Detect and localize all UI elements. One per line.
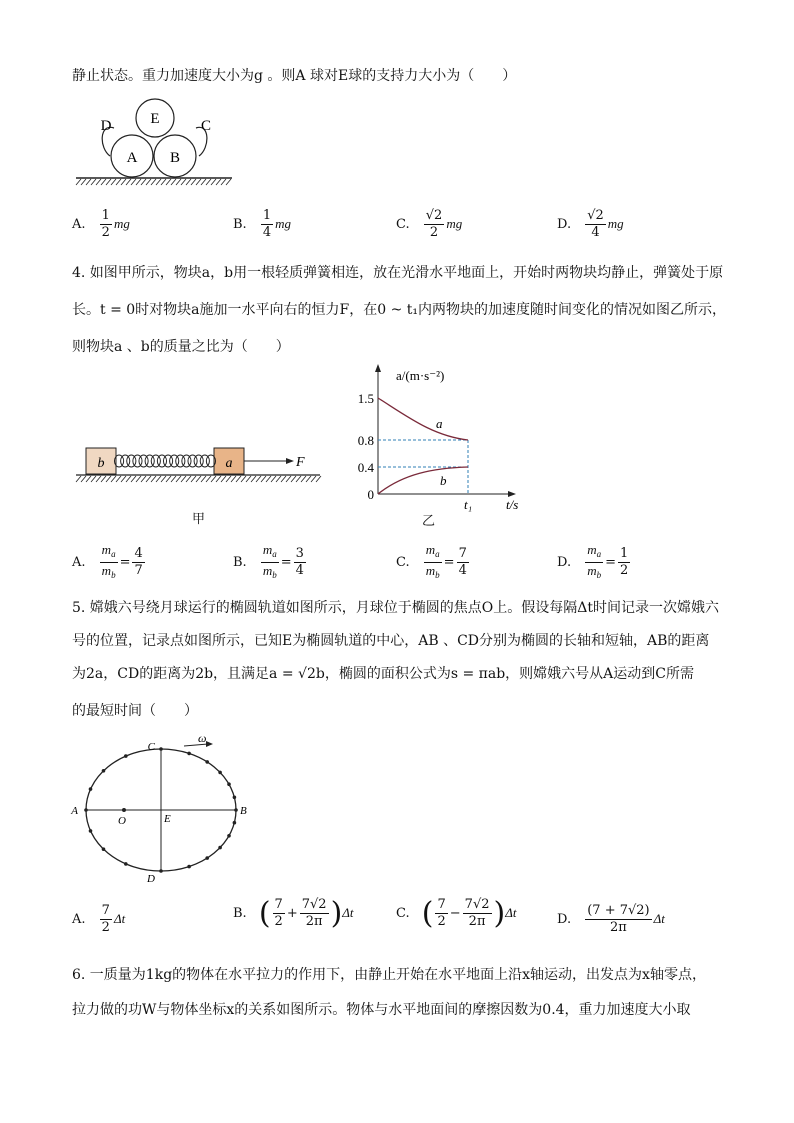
q4-figure-jia — [74, 440, 324, 490]
tick-1-5: 1.5 — [357, 391, 374, 406]
label-b: B — [169, 150, 181, 166]
q3-balls-figure — [74, 98, 236, 188]
q5-line-1: 5. 嫦娥六号绕月球运行的椭圆轨道如图所示，月球位于椭圆的焦点O上。假设每隔Δt时间记录一次嫦娥六 — [72, 600, 720, 616]
label-d: D — [100, 118, 112, 134]
record-point — [84, 808, 88, 812]
q4-option-d[interactable]: D. $\frac{m_a}{m_b}$ = $\frac{1}{2}$ — [557, 542, 629, 580]
tick-t1: t₁ — [464, 497, 473, 512]
ground-hatch — [76, 179, 231, 185]
focus-o — [122, 808, 126, 812]
record-point — [218, 771, 222, 775]
curve-b-label: b — [440, 473, 447, 488]
label-d: D — [147, 873, 155, 885]
q4-line-2: 长。t = 0时对物块a施加一水平向右的恒力F，在0 ~ t₁内两物块的加速度随时间变化的情况如图乙所示， — [72, 302, 726, 318]
label-omega: ω — [198, 736, 207, 745]
q4-line-1: 4. 如图甲所示，物块a，b用一根轻质弹簧相连，放在光滑水平地面上，开始时两物块均静止，弹簧处于原 — [72, 265, 724, 281]
record-point — [205, 760, 209, 764]
label-e: E — [164, 813, 171, 825]
q5-option-a[interactable]: A. $\frac{7}{2}$ Δt — [72, 903, 126, 935]
q3-text: 静止状态。重力加速度大小为g 。则A 球对E球的支持力大小为（ ） — [72, 68, 517, 84]
q3-option-b[interactable]: B. $\frac{1}{4}$ mg — [233, 208, 291, 240]
record-point — [102, 769, 106, 773]
label-block-a: a — [225, 456, 233, 471]
record-point — [234, 808, 238, 812]
tick-0-8: 0.8 — [357, 433, 374, 448]
label-a: A — [71, 805, 78, 817]
curve-b — [378, 467, 468, 494]
q3-option-d[interactable]: D. $\frac{√2}{4}$ mg — [557, 208, 624, 240]
x-axis-label: t/s — [506, 497, 519, 512]
q5-option-c[interactable]: C. ( $\frac{7}{2}$ − $\frac{7√2}{2\pi}$ )Δt — [396, 896, 517, 931]
floor-hatch — [76, 476, 321, 482]
label-force: F — [296, 455, 305, 470]
q5-option-b[interactable]: B. ( $\frac{7}{2}$ + $\frac{7√2}{2\pi}$ )Δt — [233, 896, 354, 931]
caption-yi: 乙 — [422, 514, 436, 529]
record-point — [89, 829, 93, 833]
record-point — [102, 847, 106, 851]
record-point — [159, 869, 163, 873]
record-point — [187, 752, 191, 756]
q4-option-c[interactable]: C. $\frac{m_a}{m_b}$ = $\frac{7}{4}$ — [396, 542, 467, 580]
record-point — [233, 796, 237, 800]
q6-line-1: 6. 一质量为1kg的物体在水平拉力的作用下，由静止开始在水平地面上沿x轴运动，出发点为x轴零点， — [72, 967, 706, 983]
record-point — [124, 754, 128, 758]
record-point — [218, 846, 222, 850]
curve-a — [378, 398, 468, 440]
q3-option-c[interactable]: C. $\frac{√2}{2}$ mg — [396, 208, 463, 240]
record-point — [187, 865, 191, 869]
q6-line-2: 拉力做的功W与物体坐标x的关系如图所示。物体与水平地面间的摩擦因数为0.4，重力加速度大小取 — [72, 1002, 691, 1018]
q5-line-2: 号的位置，记录点如图所示，已知E为椭圆轨道的中心，AB 、CD分别为椭圆的长轴和短轴，AB的距离 — [72, 633, 710, 649]
tick-0: 0 — [367, 487, 374, 502]
q3-option-a[interactable]: A. $\frac{1}{2}$ mg — [72, 208, 130, 240]
q5-line-4: 的最短时间（ ） — [72, 703, 198, 719]
label-block-b: b — [97, 456, 105, 471]
caption-jia: 甲 — [192, 512, 206, 527]
q5-option-d[interactable]: D. $\frac{(7 + 7√2)}{2\pi}$ Δt — [557, 903, 665, 935]
record-point — [227, 834, 231, 838]
q5-ellipse-figure — [66, 736, 256, 886]
label-c: C — [200, 118, 212, 134]
q4-option-a[interactable]: A. $\frac{m_a}{m_b}$ = $\frac{4}{7}$ — [72, 542, 143, 580]
label-e: E — [150, 111, 160, 127]
label-o: O — [118, 815, 126, 827]
record-point — [89, 787, 93, 791]
tick-0-4: 0.4 — [357, 460, 374, 475]
record-point — [227, 782, 231, 786]
record-point — [205, 856, 209, 860]
q4-option-b[interactable]: B. $\frac{m_a}{m_b}$ = $\frac{3}{4}$ — [233, 542, 304, 580]
q5-line-3: 为2a，CD的距离为2b，且满足a = √2b，椭圆的面积公式为s = πab，则嫦娥六号从A运动到C所需 — [72, 666, 694, 682]
y-axis-label: a/(m·s⁻²) — [396, 368, 445, 383]
record-point — [159, 747, 163, 751]
q4-chart-yi — [348, 362, 528, 522]
label-b: B — [240, 805, 247, 817]
label-c: C — [147, 741, 155, 753]
label-a: A — [126, 150, 138, 166]
record-point — [233, 821, 237, 825]
curve-a-label: a — [436, 416, 443, 431]
record-point — [124, 862, 128, 866]
q4-line-3: 则物块a 、b的质量之比为（ ） — [72, 339, 290, 355]
spring — [114, 455, 215, 467]
